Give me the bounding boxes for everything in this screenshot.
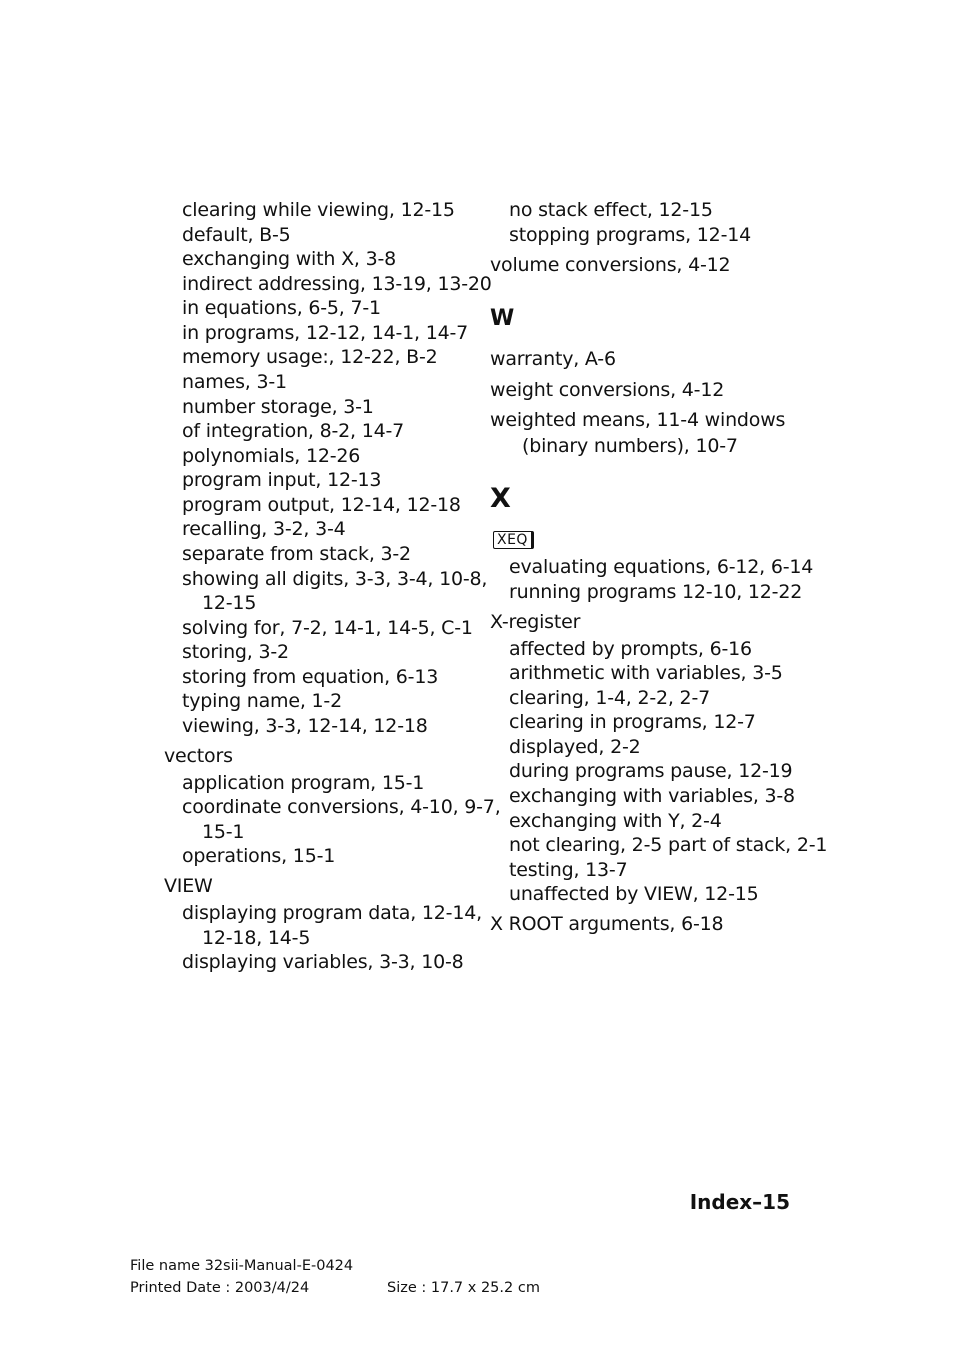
index-entry: displaying program data, 12-14,	[182, 902, 482, 924]
index-entry: program output, 12-14, 12-18	[182, 494, 461, 516]
index-entry: memory usage:, 12-22, B-2	[182, 346, 438, 368]
index-entry: separate from stack, 3-2	[182, 543, 411, 565]
index-entry: affected by prompts, 6-16	[509, 638, 752, 660]
index-entry: displaying variables, 3-3, 10-8	[182, 951, 464, 973]
index-entry: unaffected by VIEW, 12-15	[509, 883, 759, 905]
index-entry: no stack effect, 12-15	[509, 199, 713, 221]
index-entry: exchanging with variables, 3-8	[509, 785, 795, 807]
index-entry: clearing while viewing, 12-15	[182, 199, 455, 221]
index-entry-continuation: 15-1	[202, 821, 245, 843]
index-entry: exchanging with Y, 2-4	[509, 810, 722, 832]
footer-size: Size : 17.7 x 25.2 cm	[387, 1280, 540, 1296]
index-entry: storing, 3-2	[182, 641, 289, 663]
index-entry: running programs 12-10, 12-22	[509, 581, 803, 603]
index-entry: program input, 12-13	[182, 469, 382, 491]
index-entry: typing name, 1-2	[182, 690, 342, 712]
footer-file-name: File name 32sii-Manual-E-0424	[130, 1258, 354, 1274]
index-entry: coordinate conversions, 4-10, 9-7,	[182, 796, 501, 818]
index-entry: showing all digits, 3-3, 3-4, 10-8,	[182, 568, 488, 590]
index-entry: storing from equation, 6-13	[182, 666, 439, 688]
index-entry: in programs, 12-12, 14-1, 14-7	[182, 322, 469, 344]
index-entry: clearing in programs, 12-7	[509, 711, 756, 733]
index-entry: default, B-5	[182, 224, 291, 246]
index-entry: solving for, 7-2, 14-1, 14-5, C-1	[182, 617, 473, 639]
index-heading: warranty, A-6	[490, 348, 616, 370]
index-entry: viewing, 3-3, 12-14, 12-18	[182, 715, 428, 737]
index-entry-continuation: (binary numbers), 10-7	[522, 435, 738, 457]
index-heading: X-register	[490, 611, 581, 633]
index-heading: volume conversions, 4-12	[490, 254, 731, 276]
section-letter-w: W	[490, 306, 515, 331]
section-letter-x: X	[490, 483, 511, 514]
index-entry: displayed, 2-2	[509, 736, 641, 758]
index-heading: X ROOT arguments, 6-18	[490, 913, 724, 935]
index-entry: testing, 13-7	[509, 859, 628, 881]
index-entry: stopping programs, 12-14	[509, 224, 752, 246]
index-entry: during programs pause, 12-19	[509, 760, 793, 782]
index-entry-continuation: 12-18, 14-5	[202, 927, 311, 949]
index-entry: exchanging with X, 3-8	[182, 248, 396, 270]
index-entry: application program, 15-1	[182, 772, 425, 794]
xeq-key-icon: XEQ	[493, 531, 534, 549]
index-entry: evaluating equations, 6-12, 6-14	[509, 556, 814, 578]
footer-printed-date: Printed Date : 2003/4/24	[130, 1280, 310, 1296]
index-heading: weight conversions, 4-12	[490, 379, 725, 401]
index-entry: polynomials, 12-26	[182, 445, 361, 467]
index-entry: number storage, 3-1	[182, 396, 374, 418]
index-entry-continuation: 12-15	[202, 592, 257, 614]
index-heading: vectors	[164, 745, 233, 767]
index-entry: of integration, 8-2, 14-7	[182, 420, 405, 442]
index-entry: recalling, 3-2, 3-4	[182, 518, 346, 540]
page-number: Index–15	[689, 1190, 790, 1214]
index-entry: arithmetic with variables, 3-5	[509, 662, 783, 684]
index-heading: weighted means, 11-4 windows	[490, 409, 786, 431]
index-entry: clearing, 1-4, 2-2, 2-7	[509, 687, 710, 709]
index-entry: operations, 15-1	[182, 845, 336, 867]
index-heading: VIEW	[164, 875, 213, 897]
index-entry: in equations, 6-5, 7-1	[182, 297, 381, 319]
index-entry: names, 3-1	[182, 371, 287, 393]
index-entry: indirect addressing, 13-19, 13-20	[182, 273, 492, 295]
index-entry: not clearing, 2-5 part of stack, 2-1	[509, 834, 828, 856]
